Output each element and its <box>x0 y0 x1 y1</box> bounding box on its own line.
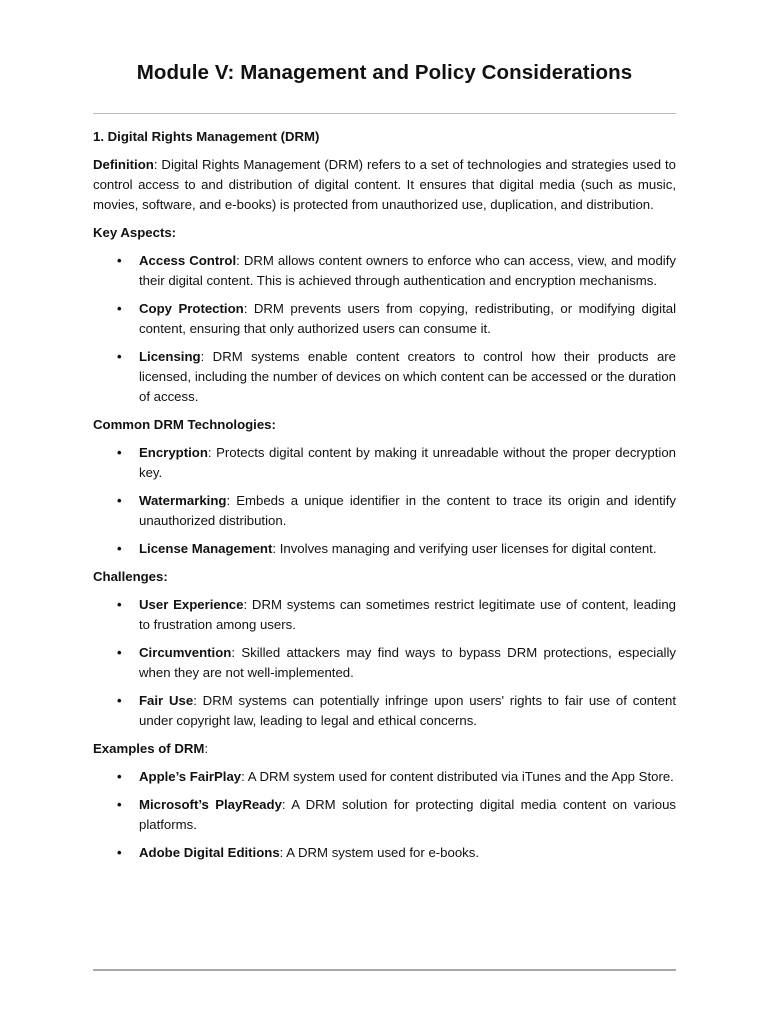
item-label: Fair Use <box>139 693 194 708</box>
bullet-icon: • <box>117 541 122 556</box>
top-divider <box>93 113 676 114</box>
item-label: Licensing <box>139 349 201 364</box>
bottom-divider <box>93 969 676 971</box>
bullet-icon: • <box>117 769 122 784</box>
item-text: : DRM allows content owners to enforce who can access, view, and modify their digital content. This is achieved through authentication and encryption mechanisms. <box>139 253 676 288</box>
examples-heading-label: Examples of DRM <box>93 741 205 756</box>
examples-list <box>93 767 676 863</box>
item-label: Encryption <box>139 445 208 460</box>
definition-paragraph <box>93 155 676 215</box>
item-label: Watermarking <box>139 493 227 508</box>
challenges-list <box>93 595 676 731</box>
item-text: : DRM prevents users from copying, redistributing, or modifying digital content, ensuring that only authorized users can consume it. <box>139 301 677 336</box>
section-heading: 1. Digital Rights Management (DRM) <box>93 129 320 144</box>
key-aspects-heading: Key Aspects: <box>93 225 177 240</box>
list-item <box>93 595 676 635</box>
definition-text: : Digital Rights Management (DRM) refers to a set of technologies and strategies used to control access to and distribution of digital content. It ensures that digital media (such as music, movies, software, and e-books) is protected from unauthorized use, duplication, and distribution. <box>93 157 676 212</box>
item-text: : Skilled attackers may find ways to bypass DRM protections, especially when they are not well-implemented. <box>139 645 676 680</box>
item-text: : Protects digital content by making it unreadable without the proper decryption key. <box>139 445 676 480</box>
list-item <box>93 843 676 863</box>
document-body <box>93 127 676 871</box>
item-text: : DRM systems can sometimes restrict legitimate use of content, leading to frustration among users. <box>139 597 676 632</box>
technologies-list <box>93 443 676 559</box>
bullet-icon: • <box>117 597 122 612</box>
bullet-icon: • <box>117 349 122 364</box>
item-label: Copy Protection <box>139 301 244 316</box>
item-label: Adobe Digital Editions <box>139 845 280 860</box>
item-text: : A DRM system used for e-books. <box>279 845 480 860</box>
key-aspects-list <box>93 251 676 407</box>
list-item <box>93 299 676 339</box>
list-item <box>93 795 676 835</box>
item-text: : Involves managing and verifying user licenses for digital content. <box>272 541 657 556</box>
technologies-heading: Common DRM Technologies: <box>93 417 276 432</box>
item-label: License Management <box>139 541 273 556</box>
item-text: : A DRM solution for protecting digital media content on various platforms. <box>139 797 677 832</box>
list-item <box>93 251 676 291</box>
list-item <box>93 539 676 559</box>
bullet-icon: • <box>117 693 122 708</box>
list-item <box>93 767 676 787</box>
item-label: Access Control <box>139 253 237 268</box>
list-item <box>93 491 676 531</box>
bullet-icon: • <box>117 493 122 508</box>
challenges-heading: Challenges: <box>93 569 168 584</box>
item-label: Microsoft’s PlayReady <box>139 797 282 812</box>
item-label: User Experience <box>139 597 244 612</box>
list-item <box>93 691 676 731</box>
bullet-icon: • <box>117 253 122 268</box>
list-item <box>93 347 676 407</box>
item-text: : Embeds a unique identifier in the content to trace its origin and identify unauthorized distribution. <box>139 493 676 528</box>
page-title: Module V: Management and Policy Considerations <box>136 61 633 84</box>
bullet-icon: • <box>117 301 122 316</box>
examples-heading-suffix: : <box>204 741 209 756</box>
item-label: Circumvention <box>139 645 232 660</box>
item-label: Apple’s FairPlay <box>139 769 242 784</box>
bullet-icon: • <box>117 445 122 460</box>
item-text: : DRM systems can potentially infringe upon users' rights to fair use of content under copyright law, leading to legal and ethical concerns. <box>139 693 676 728</box>
definition-label: Definition <box>93 157 154 172</box>
bullet-icon: • <box>117 797 122 812</box>
item-text: : DRM systems enable content creators to control how their products are licensed, including the number of devices on which content can be accessed or the duration of access. <box>139 349 676 404</box>
bullet-icon: • <box>117 645 122 660</box>
examples-heading <box>93 739 676 759</box>
item-text: : A DRM system used for content distributed via iTunes and the App Store. <box>241 769 674 784</box>
bullet-icon: • <box>117 845 122 860</box>
list-item <box>93 643 676 683</box>
list-item <box>93 443 676 483</box>
